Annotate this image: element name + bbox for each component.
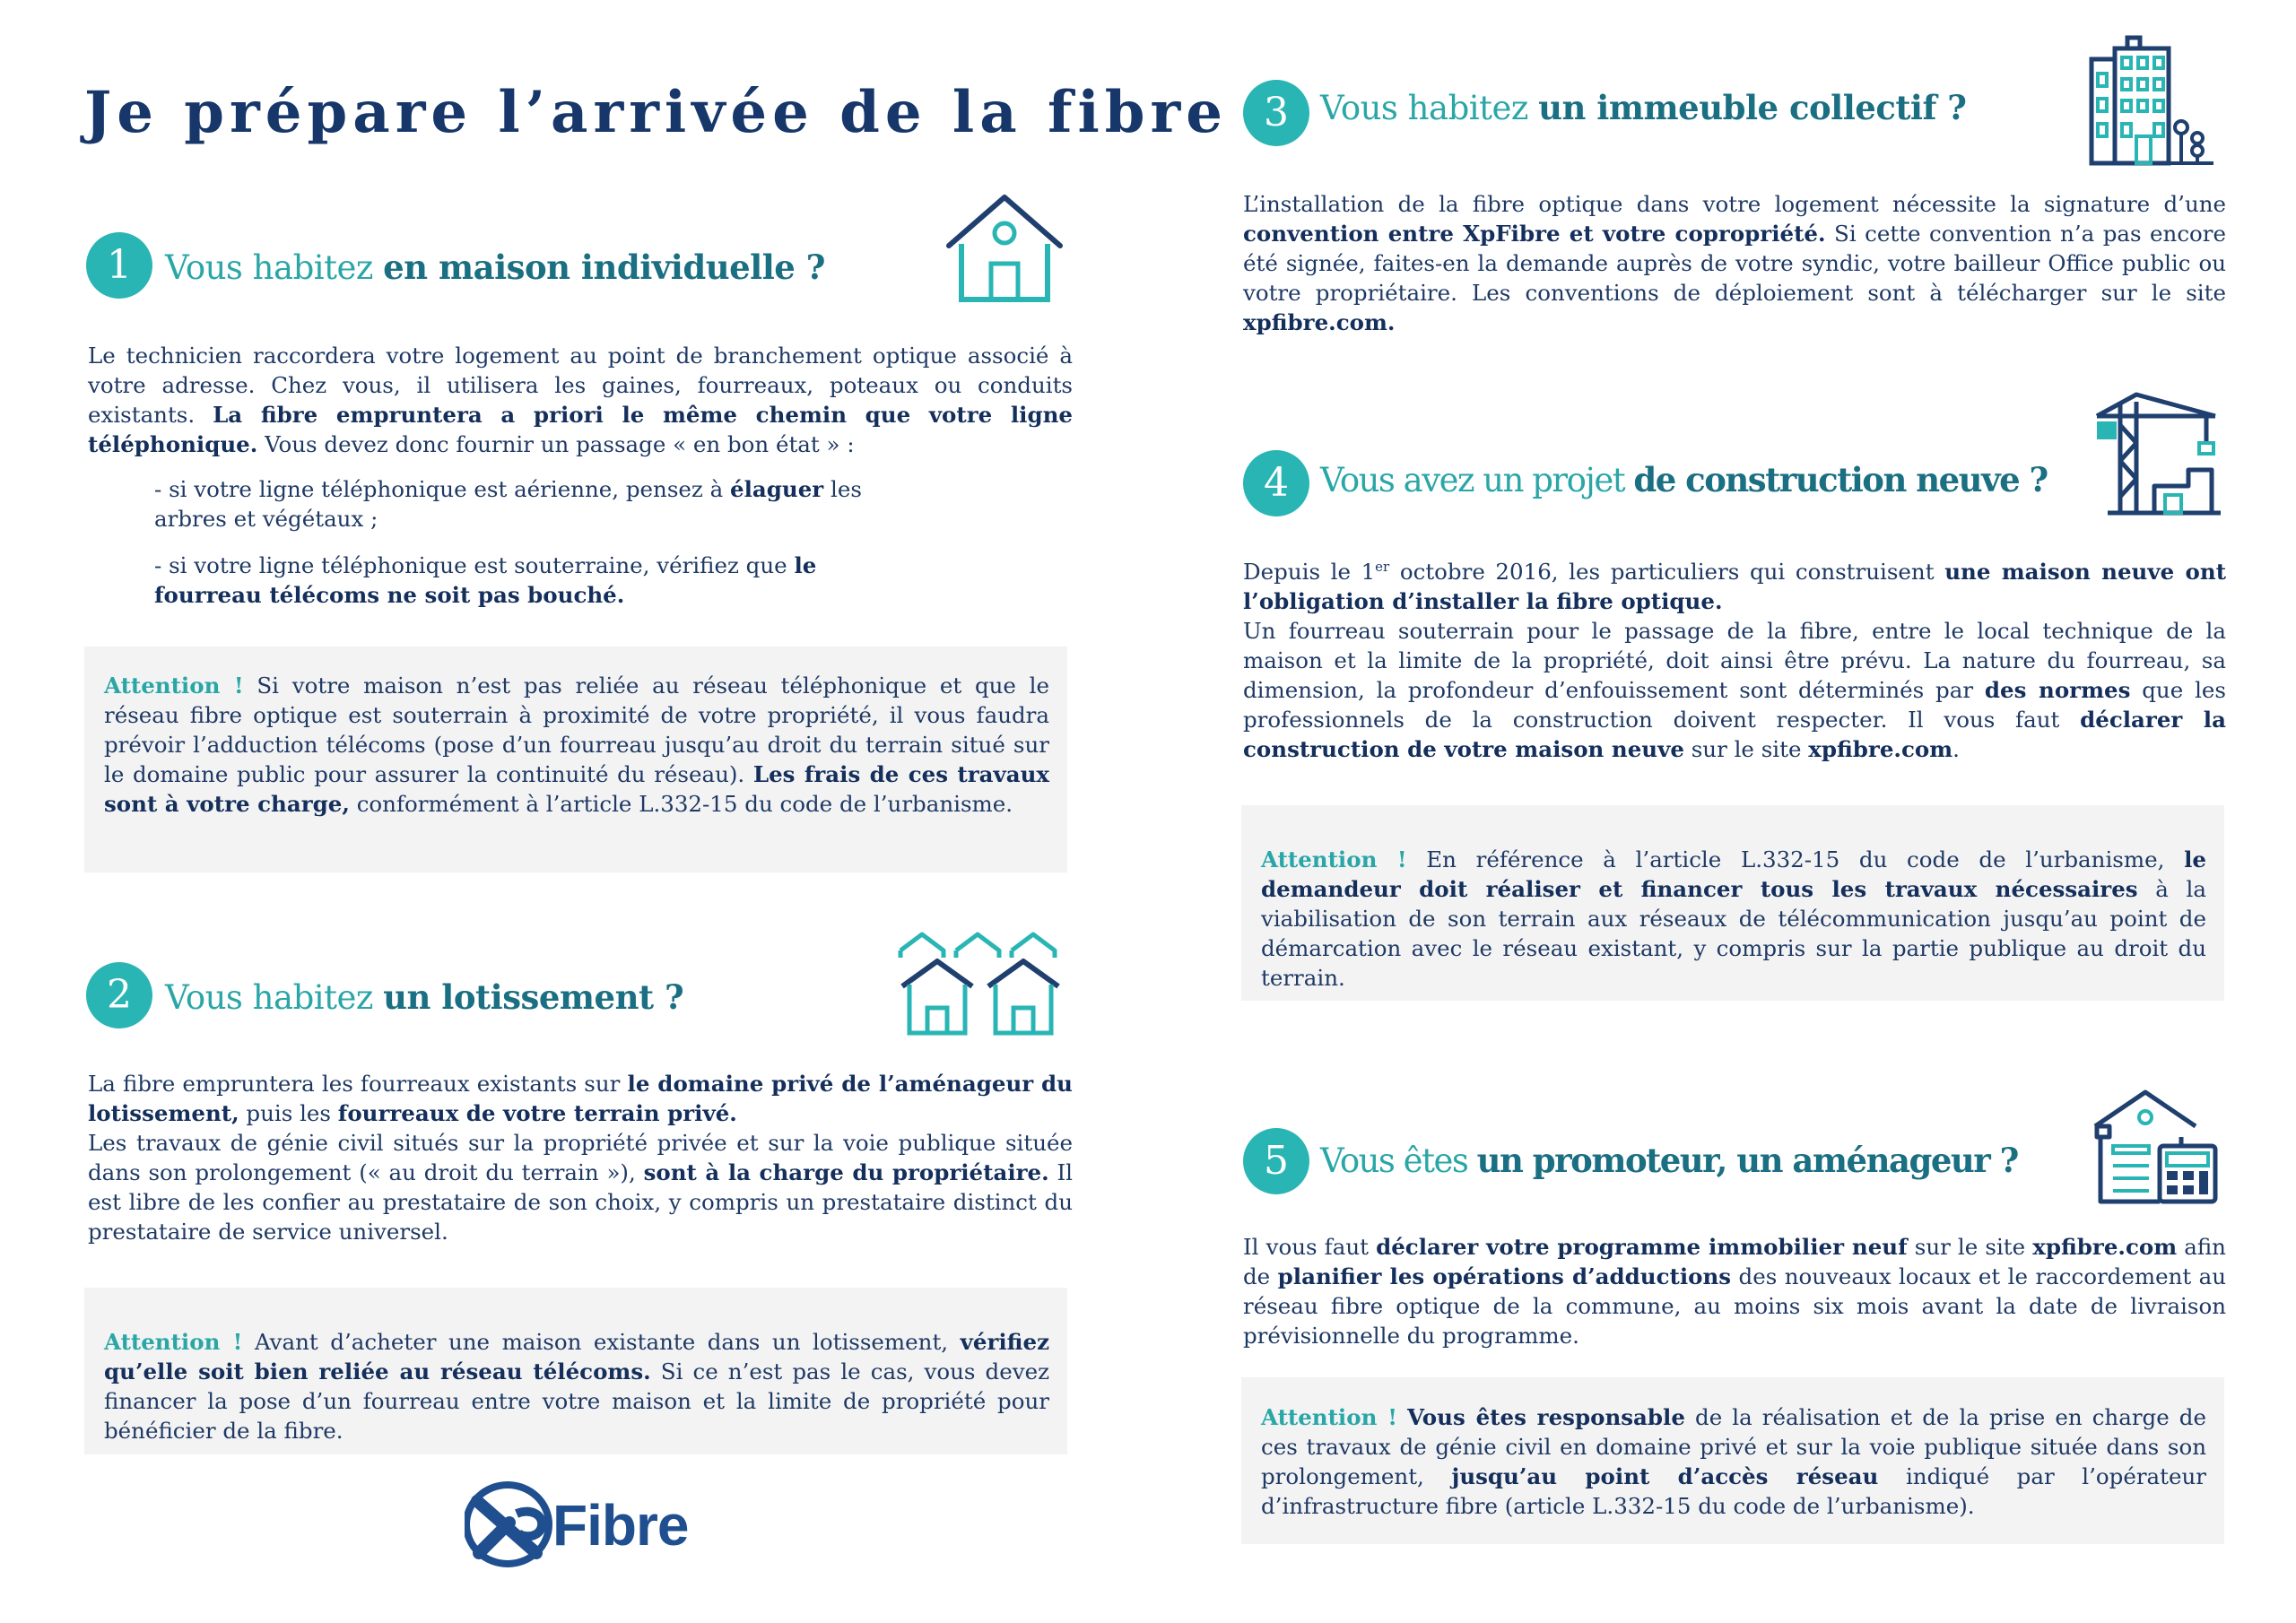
section-4-number: 4: [1243, 450, 1309, 516]
building-icon: [2083, 34, 2217, 169]
houses-icon: [897, 931, 1067, 1038]
section-1-heading: [165, 247, 825, 287]
page-title: Je prépare l’arrivée de la fibre: [84, 79, 1228, 146]
section-3-heading: Vous habitez un immeuble collectif ?: [1320, 88, 1967, 127]
section-1-bullet-2: - si votre ligne téléphonique est souterraine, vérifiez que le fourreau télécoms ne soit pas bouché.: [154, 552, 817, 608]
section-4-paragraph: Depuis le 1er octobre 2016, les particuliers qui construisent une maison neuve ont l’obligation d’installer la fibre optique. Un fourreau souterrain pour le passage de la fibre, entre le local technique de la maison et la limite de la propriété, doit ainsi être prévu. La nature du fourreau, sa dimension, la profondeur d’enfouissement sont déterminés par des normes que les professionnels de la construction doivent respecter. Il vous faut déclarer la construction de votre maison neuve sur le site xpfibre.com.: [1243, 559, 2227, 763]
office-calculator-icon: [2090, 1083, 2221, 1207]
section-5-attention-text: Attention ! Vous êtes responsable de la réalisation et de la prise en charge de ces travaux de génie civil en domaine privé et sur la voie publique située dans son prolongement, jusqu’au point d’accès réseau indiqué par l’opérateur d’infrastructure fibre (article L.332-15 du code de l’urbanisme).: [1261, 1404, 2206, 1519]
section-3-number: 3: [1243, 80, 1309, 146]
section-5-number: 5: [1243, 1128, 1309, 1194]
section-2-paragraph: La fibre empruntera les fourreaux existants sur le domaine privé de l’aménageur du lotissement, puis les fourreaux de votre terrain privé. Les travaux de génie civil situés sur la propriété privée et sur la voie publique située dans son prolongement (« au droit du terrain »), sont à la charge du propriétaire. Il est libre de les confier au prestataire de son choix, y compris un prestataire distinct du prestataire de service universel.: [88, 1071, 1073, 1245]
section-5-paragraph: Il vous faut déclarer votre programme immobilier neuf sur le site xpfibre.com afin de planifier les opérations d’adductions des nouveaux locaux et le raccordement au réseau fibre optique de la commune, au moins six mois avant la date de livraison prévisionnelle du programme.: [1243, 1234, 2227, 1349]
section-1-attention-text: Attention ! Si votre maison n’est pas reliée au réseau téléphonique et que le réseau fibre optique est souterrain à proximité de votre propriété, il vous faudra prévoir l’adduction télécoms (pose d’un fourreau jusqu’au droit du terrain situé sur le domaine public pour assurer la continuité du réseau). Les frais de ces travaux sont à votre charge, conformément à l’article L.332-15 du code de l’urbanisme.: [104, 673, 1050, 817]
section-2-number: 2: [86, 962, 152, 1028]
section-5-heading: Vous êtes un promoteur, un aménageur ?: [1320, 1141, 2018, 1180]
section-1-bullet-1: - si votre ligne téléphonique est aérienne, pensez à élaguer les arbres et végétaux ;: [154, 476, 862, 532]
section-2-heading: Vous habitez un lotissement ?: [165, 977, 684, 1017]
section-1-number: 1: [86, 232, 152, 299]
section-3-paragraph: L’installation de la fibre optique dans votre logement nécessite la signature d’une convention entre XpFibre et votre copropriété. Si cette convention n’a pas encore été signée, faites-en la demande auprès de votre syndic, votre bailleur Office public ou votre propriétaire. Les conventions de déploiement sont à télécharger sur le site xpfibre.com.: [1243, 191, 2227, 335]
section-4-heading: Vous avez un projet de construction neuve ?: [1320, 460, 2048, 499]
logo-wordmark: Fibre: [552, 1493, 689, 1558]
section-2-attention-text: Attention ! Avant d’acheter une maison existante dans un lotissement, vérifiez qu’elle soit bien reliée au réseau télécoms. Si ce n’est pas le cas, vous devez financer la pose d’un fourreau entre votre maison et la limite de propriété pour bénéficier de la fibre.: [104, 1329, 1049, 1444]
xpfibre-link[interactable]: xpfibre.com: [1808, 736, 1953, 763]
section-1-paragraph: Le technicien raccordera votre logement au point de branchement optique associé à votre adresse. Chez vous, il utilisera les gaines, fourreaux, poteaux ou conduits existants. La fibre empruntera a priori le même chemin que votre ligne téléphonique. Vous devez donc fournir un passage « en bon état » :: [88, 343, 1073, 457]
section-4-attention-text: Attention ! En référence à l’article L.332-15 du code de l’urbanisme, le demandeur doit réaliser et financer tous les travaux nécessaires à la viabilisation de son terrain aux réseaux de télécommunication jusqu’au point de démarcation avec le réseau existant, y compris sur la partie publique au droit du terrain.: [1261, 846, 2206, 991]
section-1-heading-bold: en maison individuelle ?: [383, 247, 825, 287]
xp-logo-icon: [465, 1481, 554, 1567]
xpfibre-link[interactable]: xpfibre.com.: [1243, 309, 1396, 335]
house-icon: [942, 190, 1067, 307]
section-1-heading-pre: Vous habitez: [165, 248, 373, 287]
xpfibre-logo: [465, 1481, 707, 1567]
crane-icon: [2090, 389, 2224, 520]
xpfibre-link[interactable]: xpfibre.com: [2032, 1234, 2178, 1260]
